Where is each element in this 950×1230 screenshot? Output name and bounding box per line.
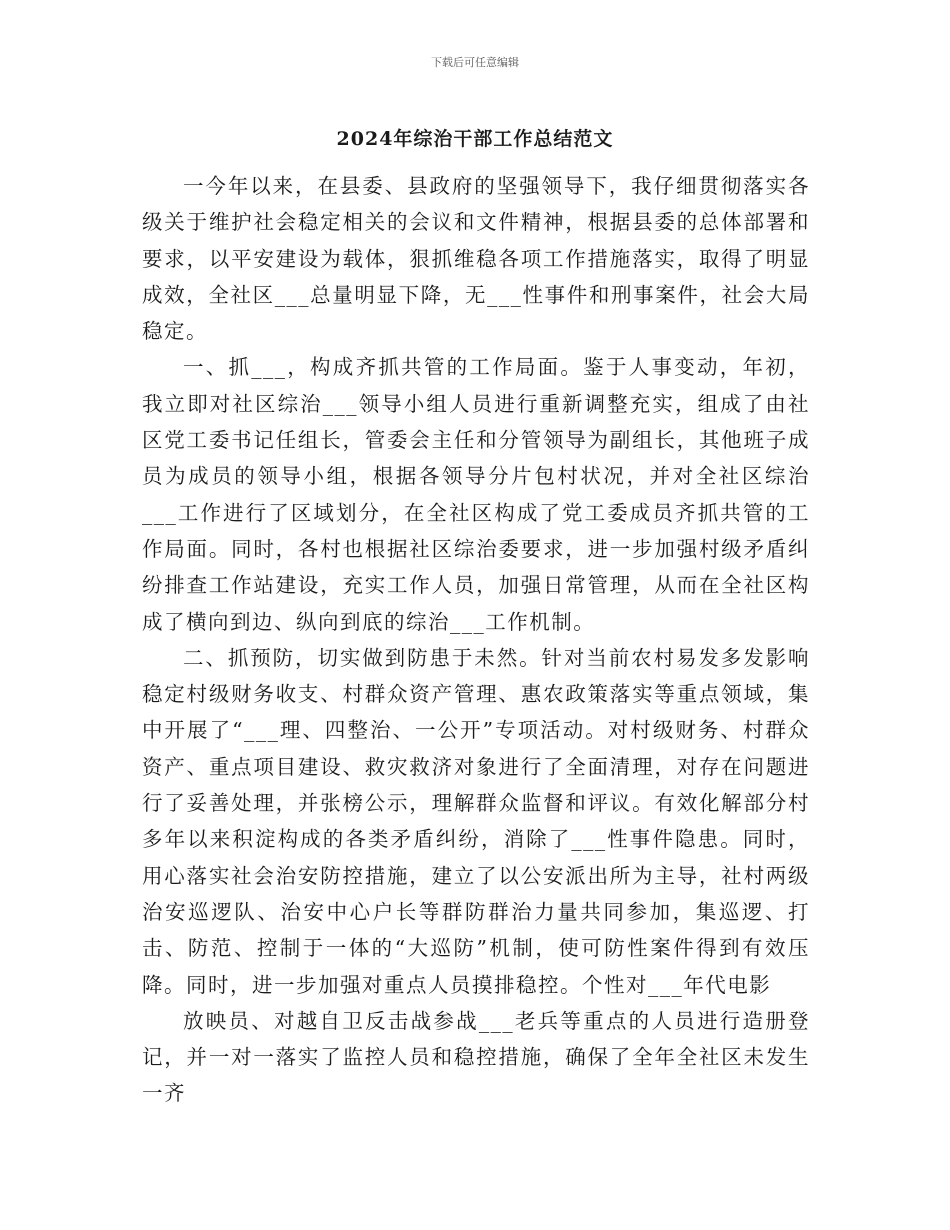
document-body: [142, 168, 810, 1112]
document-title: 2024年综治干部工作总结范文: [336, 128, 614, 150]
paragraph-continuation: 放映员、对越自卫反击战参战___老兵等重点的人员进行造册登记，并一对一落实了监控人员和稳控措施，确保了全年全社区未发生一齐: [142, 1008, 810, 1106]
paragraph-section-two: 二、抓预防，切实做到防患于未然。针对当前农村易发多发影响稳定村级财务收支、村群众资产管理、惠农政策落实等重点领域，集中开展了“___理、四整治、一公开”专项活动。对村级财务、村群众资产、重点项目建设、救灾救济对象进行了全面清理，对存在问题进行了妥善处理，并张榜公示，理解群众监督和评议。有效化解部分村多年以来积淀构成的各类矛盾纠纷，消除了___性事件隐患。同时，用心落实社会治安防控措施，建立了以公安派出所为主导，社村两级治安巡逻队、治安中心户长等群防群治力量共同参加，集巡逻、打击、防范、控制于一体的“大巡防”机制，使可防性案件得到有效压降。同时，进一步加强对重点人员摸排稳控。个性对___年代电影: [142, 645, 810, 997]
paragraph-intro: 一今年以来，在县委、县政府的坚强领导下，我仔细贯彻落实各级关于维护社会稳定相关的会议和文件精神，根据县委的总体部署和要求，以平安建设为载体，狠抓维稳各项工作措施落实，取得了明显成效，全社区___总量明显下降，无___性事件和刑事案件，社会大局稳定。: [142, 174, 810, 344]
header-note: 下载后可任意编辑: [431, 56, 519, 69]
paragraph-section-one: 一、抓___，构成齐抓共管的工作局面。鉴于人事变动，年初，我立即对社区综治___领导小组人员进行重新调整充实，组成了由社区党工委书记任组长，管委会主任和分管领导为副组长，其他班子成员为成员的领导小组，根据各领导分片包村状况，并对全社区综治___工作进行了区域划分，在全社区构成了党工委成员齐抓共管的工作局面。同时，各村也根据社区综治委要求，进一步加强村级矛盾纠纷排查工作站建设，充实工作人员，加强日常管理，从而在全社区构成了横向到边、纵向到底的综治___工作机制。: [142, 355, 810, 634]
